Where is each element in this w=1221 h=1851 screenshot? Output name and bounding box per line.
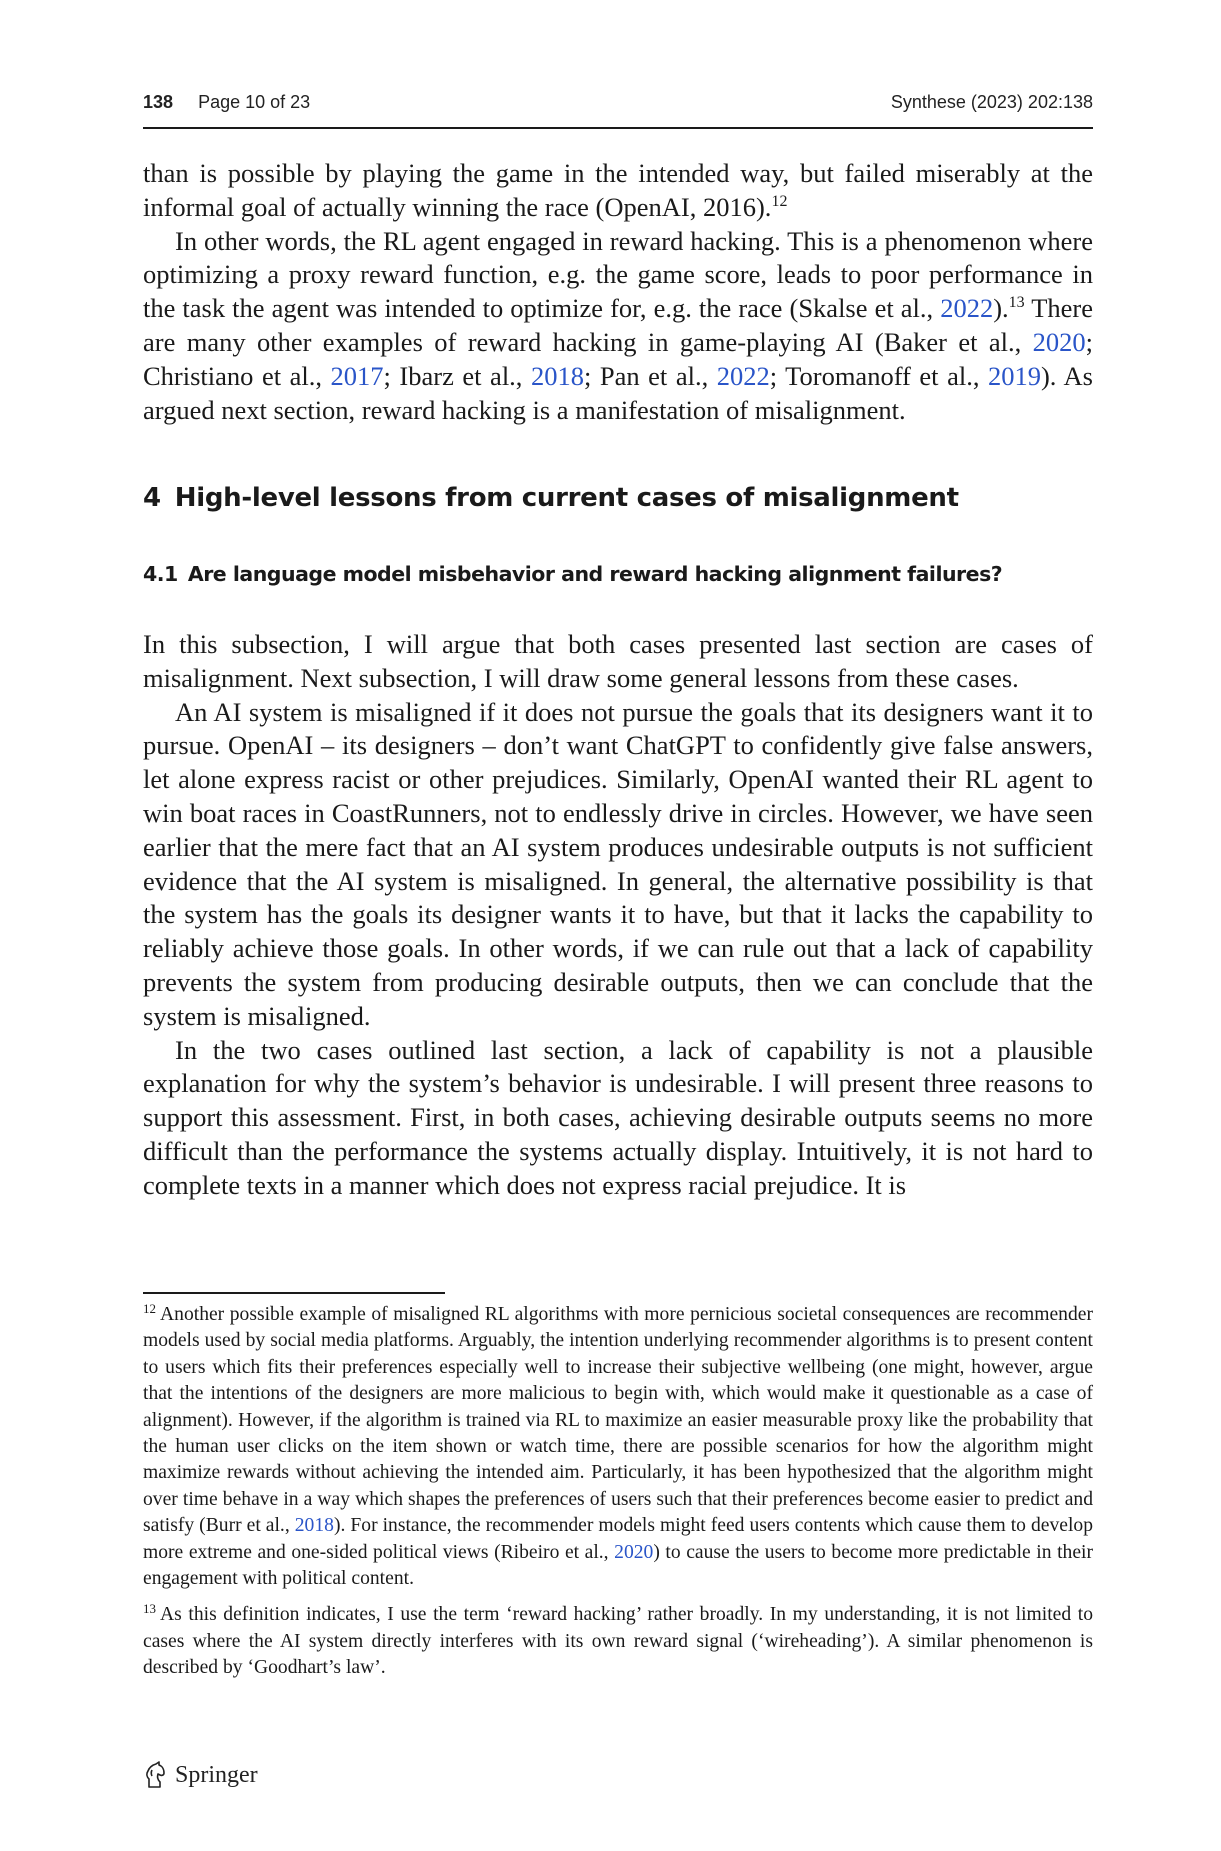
citation-link-burr-2018[interactable]: 2018 (294, 1515, 334, 1537)
footnote-ref-12[interactable]: 12 (771, 192, 788, 210)
paragraph-2 (143, 225, 1093, 428)
paragraph-2-text: In other words, the RL agent engaged in reward hacking. This is a phenomenon where optimizing a proxy reward function, e.g. the game score, leads to poor performance in the task the agent was intended to optimize for, e.g. the race (Skalse et al., (143, 225, 1093, 324)
publisher-name: Springer (175, 1761, 258, 1788)
paragraph-1-text: than is possible by playing the game in the intended way, but failed miserably at the informal goal of actually winning the race (OpenAI, 2016). (143, 158, 1093, 222)
paragraph-2-text: ; Christiano et al., (143, 326, 1093, 391)
section-title: High-level lessons from current cases of misalignment (174, 483, 959, 514)
paragraph-2-text: ; Toromanoff et al., (769, 360, 988, 391)
citation-link-skalse-2022[interactable]: 2022 (940, 293, 994, 324)
paragraph-5: In the two cases outlined last section, a lack of capability is not a plausible explanation for why the system’s behavior is undesirable. I will present three reasons to support this assessment. First, in both cases, achieving desirable outputs seems no more difficult than the performance the systems actually display. Intuitively, it is not hard to complete texts in a manner which does not express racial prejudice. It is (143, 1034, 1093, 1200)
main-text (143, 157, 1093, 1203)
section-heading-4 (143, 482, 1093, 516)
paragraph-2-text: There are many other examples of reward hacking in game-playing AI (Baker et al., (143, 293, 1094, 357)
springer-horse-icon (143, 1761, 167, 1789)
footnote-number: 12 (143, 1301, 156, 1316)
citation-link-baker-2020[interactable]: 2020 (1032, 326, 1086, 357)
paragraph-4: An AI system is misaligned if it does not pursue the goals that its designers want it to pursue. OpenAI – its designers – don’t want ChatGPT to confidently give false answers, let alone express racist or other prejudices. Similarly, OpenAI wanted their RL agent to win boat races in CoastRunners, not to endlessly drive in circles. However, we have seen earlier that the mere fact that an AI system produces undesirable outputs is not sufficient evidence that the AI system is misaligned. In general, the alternative possibility is that the system has the goals its designer wants it to have, but that it lacks the capability to reliably achieve those goals. In other words, if we can rule out that a lack of capability prevents the system from producing desirable outputs, then we can conclude that the system is misaligned. (143, 696, 1093, 1031)
citation-link-ribeiro-2020[interactable]: 2020 (614, 1541, 654, 1563)
section-number: 4 (143, 483, 161, 514)
running-header (143, 92, 1093, 122)
citation-link-pan-2022[interactable]: 2022 (716, 360, 770, 391)
journal-citation: Synthese (2023) 202:138 (890, 92, 1093, 112)
footnote-13-text: As this definition indicates, I use the term ‘reward hacking’ rather broadly. In my understanding, it is not limited to cases where the AI system directly interferes with its own reward signal (‘wireheading’). A similar phenomenon is described by ‘Goodhart’s law’. (143, 1604, 1093, 1679)
citation-link-toromanoff-2019[interactable]: 2019 (987, 360, 1041, 391)
paragraph-2-text: ). (993, 293, 1009, 324)
footnote-ref-13[interactable]: 13 (1008, 294, 1025, 312)
page-number: 138 (143, 92, 174, 112)
subsection-heading-4-1 (143, 558, 1093, 592)
citation-link-ibarz-2018[interactable]: 2018 (530, 360, 584, 391)
footnote-rule (143, 1292, 445, 1294)
footnote-12-text: ). For instance, the recommender models might feed users contents which cause them to develop more extreme and one-sided political views (Ribeiro et al., (143, 1515, 1093, 1563)
citation-link-christiano-2017[interactable]: 2017 (330, 360, 384, 391)
footnote-12-text: ) to cause the users to become more predictable in their engagement with political content. (143, 1541, 1093, 1590)
header-rule (143, 127, 1093, 129)
footnote-13 (143, 1602, 1093, 1681)
footnote-12-text: Another possible example of misaligned RL algorithms with more pernicious societal consequences are recommender models used by social media platforms. Arguably, the intention underlying recommender algorithms is to present content to users which fits their preferences especially well to increase their subjective wellbeing (one might, however, argue that the intentions of the designers are more malicious to begin with, which would make it questionable as a case of alignment). However, if the algorithm is trained via RL to maximize an easier measurable proxy like the probability that the human user clicks on the item shown or watch time, there are possible scenarios for how the algorithm might maximize rewards without achieving the intended aim. Particularly, it has been hypothesized that the algorithm might over time behave in a way which shapes the preferences of users such that their preferences become easier to predict and satisfy (Burr et al., (143, 1304, 1093, 1537)
paragraph-1 (143, 157, 1093, 225)
subsection-number: 4.1 (143, 562, 178, 587)
footnote-12 (143, 1302, 1093, 1592)
paragraph-3: In this subsection, I will argue that both cases presented last section are cases of misalignment. Next subsection, I will draw some general lessons from these cases. (143, 628, 1093, 693)
paragraph-2-text: ). As argued next section, reward hacking is a manifestation of misalignment. (143, 360, 1093, 425)
footnotes (143, 1302, 1093, 1692)
subsection-title: Are language model misbehavior and reward hacking alignment failures? (187, 562, 1003, 587)
footnote-number: 13 (143, 1601, 156, 1617)
publisher-footer (143, 1755, 258, 1795)
paragraph-2-text: ; Ibarz et al., (383, 360, 531, 391)
page-of-label: Page 10 of 23 (198, 92, 311, 112)
paragraph-2-text: ; Pan et al., (583, 360, 717, 391)
